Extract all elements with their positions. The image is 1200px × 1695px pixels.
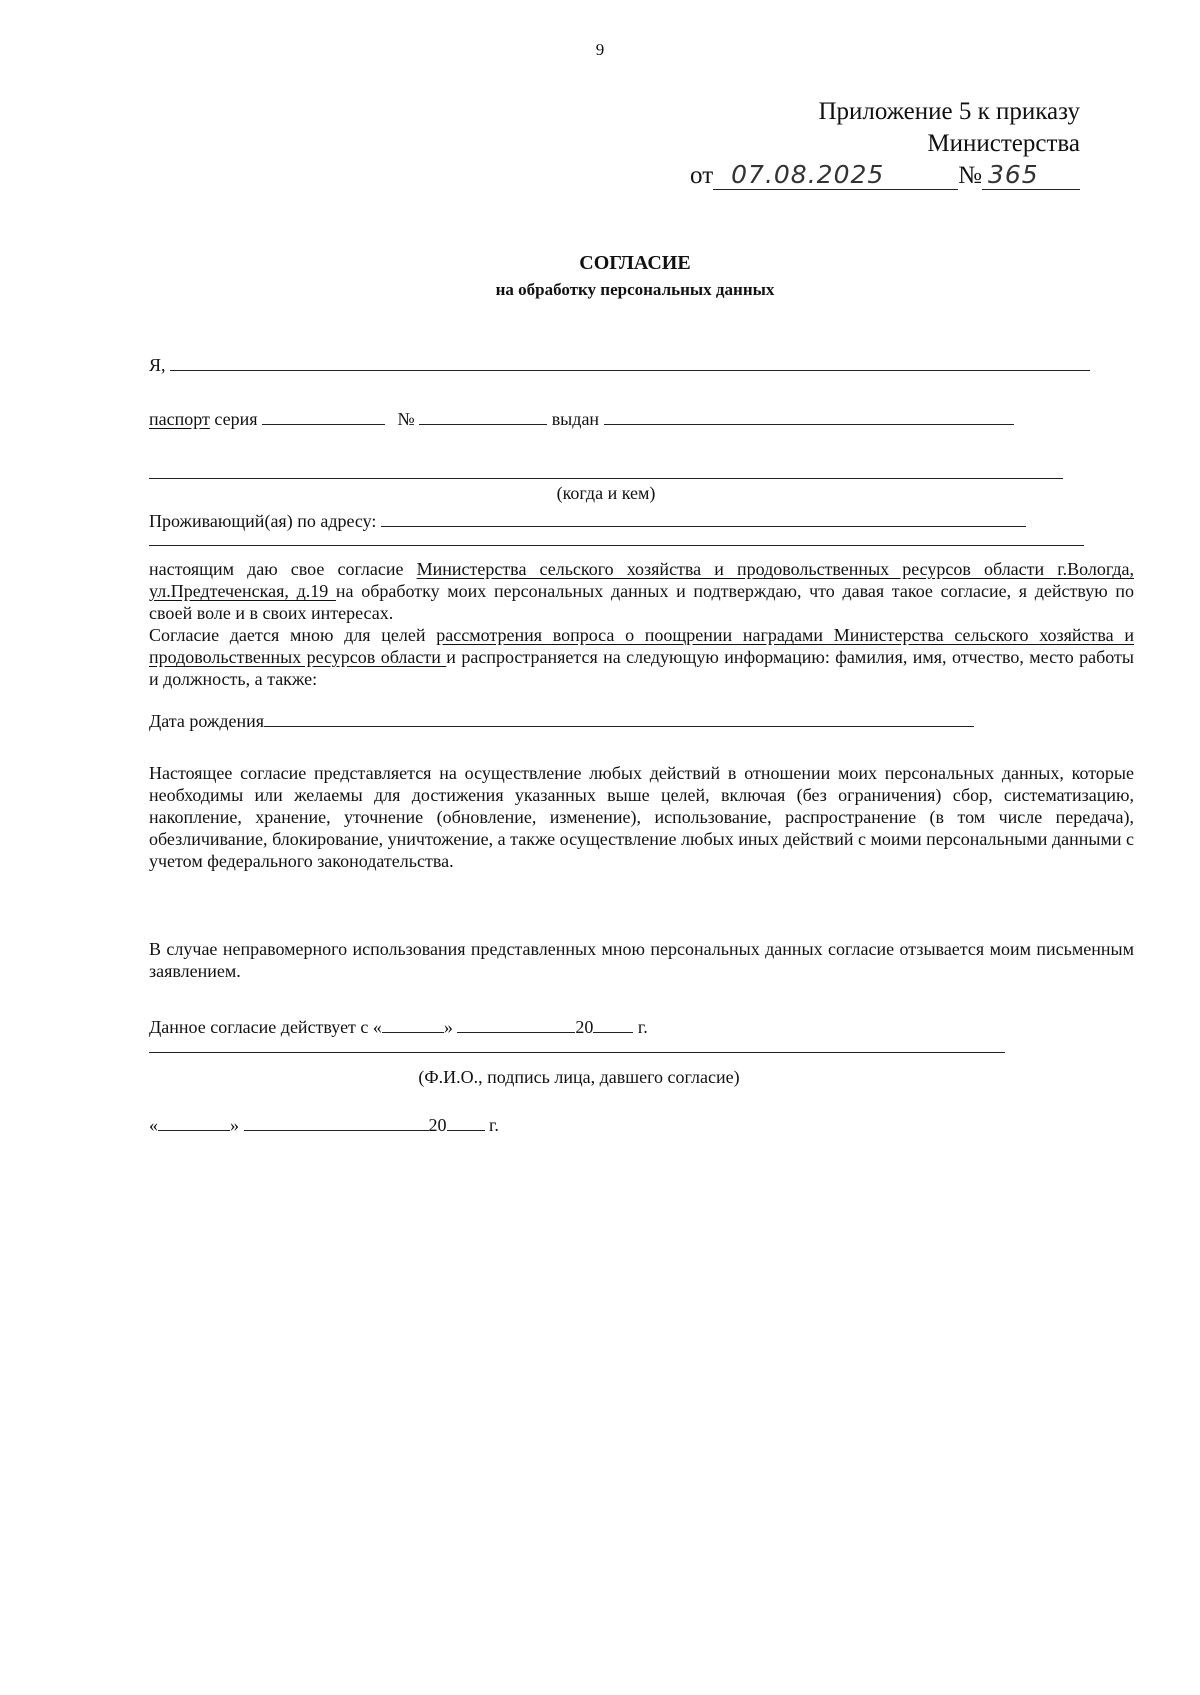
address-label: Проживающий(ая) по адресу: bbox=[149, 511, 377, 531]
series-label: серия bbox=[214, 409, 258, 429]
handwritten-date: 07.08.2025 bbox=[713, 161, 958, 190]
birth-date-blank[interactable] bbox=[264, 708, 974, 727]
name-blank[interactable] bbox=[170, 352, 1090, 371]
page-number: 9 bbox=[595, 40, 605, 59]
passport-label: паспорт bbox=[149, 409, 210, 429]
appendix-line1: Приложение 5 к приказу bbox=[818, 98, 1080, 125]
passport-row bbox=[149, 406, 1134, 430]
handwritten-number: 365 bbox=[982, 161, 1080, 190]
document-subtitle: на обработку персональных данных bbox=[495, 280, 775, 299]
signing-year-prefix: 20 bbox=[428, 1115, 447, 1135]
number-sign: № bbox=[958, 162, 982, 189]
purpose-text-end: и распространяется на следующую информацию: фамилия, имя, отчество, место работы и должность, а также: bbox=[149, 647, 1134, 689]
signing-month-blank[interactable] bbox=[244, 1112, 429, 1131]
passport-number-blank[interactable] bbox=[419, 406, 547, 425]
purpose-description: рассмотрения вопроса о поощрении наградами Министерства сельского хозяйства и продовольственных ресурсов области bbox=[149, 625, 1134, 667]
validity-row bbox=[149, 1014, 1134, 1038]
birth-date-row bbox=[149, 708, 1134, 732]
consent-text-start: настоящим даю свое согласие bbox=[149, 559, 417, 579]
name-field-row bbox=[149, 352, 1134, 376]
signature-line[interactable] bbox=[149, 1052, 1005, 1053]
date-close-quote: » bbox=[230, 1115, 239, 1135]
issued-hint: (когда и кем) bbox=[556, 483, 656, 503]
appendix-header bbox=[690, 96, 1080, 192]
consent-paragraph bbox=[149, 558, 1134, 624]
validity-month-blank[interactable] bbox=[457, 1014, 575, 1033]
issued-label: выдан bbox=[551, 409, 600, 429]
signing-date-row bbox=[149, 1112, 1134, 1136]
appendix-line2: Министерства bbox=[927, 130, 1080, 157]
appendix-date-line bbox=[690, 160, 1080, 192]
validity-year-blank[interactable] bbox=[593, 1014, 633, 1033]
signing-year-blank[interactable] bbox=[447, 1112, 485, 1131]
issued-continuation-line[interactable] bbox=[149, 478, 1063, 479]
organization-name: Министерства сельского хозяйства и продовольственных ресурсов области г.Вологда, ул.Предтеченская, д.19 bbox=[149, 559, 1134, 601]
purpose-paragraph bbox=[149, 624, 1134, 690]
purpose-text-start: Согласие дается мною для целей bbox=[149, 625, 437, 645]
document-title: СОГЛАСИЕ bbox=[579, 252, 691, 274]
address-continuation-line[interactable] bbox=[149, 545, 1084, 546]
issued-blank[interactable] bbox=[604, 406, 1014, 425]
validity-year-prefix: 20 bbox=[575, 1017, 594, 1037]
validity-day-blank[interactable] bbox=[382, 1014, 444, 1033]
signing-day-blank[interactable] bbox=[158, 1112, 230, 1131]
date-prefix: от bbox=[690, 162, 714, 189]
address-blank[interactable] bbox=[381, 508, 1026, 527]
i-label: Я, bbox=[149, 355, 166, 375]
signing-year-suffix: г. bbox=[489, 1115, 499, 1135]
date-open-quote: « bbox=[149, 1115, 158, 1135]
validity-label: Данное согласие действует с « bbox=[149, 1017, 382, 1037]
consent-text-end: на обработку моих персональных данных и подтверждаю, что давая такое согласие, я действую по своей воле и в своих интересах. bbox=[149, 581, 1134, 623]
validity-year-suffix: г. bbox=[637, 1017, 648, 1037]
validity-quote-close: » bbox=[443, 1017, 453, 1037]
revocation-paragraph: В случае неправомерного использования представленных мною персональных данных согласие отзывается моим письменным заявлением. bbox=[149, 939, 1134, 981]
scope-paragraph: Настоящее согласие представляется на осуществление любых действий в отношении моих персональных данных, которые необходимы или желаемы для достижения указанных выше целей, включая (без ограничения) сбор, систематизацию, накопление, хранение, уточнение (обновление, изменение), использование, распространение (в том числе передача), обезличивание, блокирование, уничтожение, а также осуществление любых иных действий с моими персональными данными с учетом федерального законодательства. bbox=[149, 763, 1134, 871]
series-blank[interactable] bbox=[262, 406, 385, 425]
address-row bbox=[149, 508, 1134, 532]
birth-date-label: Дата рождения bbox=[149, 711, 265, 731]
signature-caption: (Ф.И.О., подпись лица, давшего согласие) bbox=[418, 1067, 740, 1087]
passport-number-label: № bbox=[397, 409, 415, 429]
